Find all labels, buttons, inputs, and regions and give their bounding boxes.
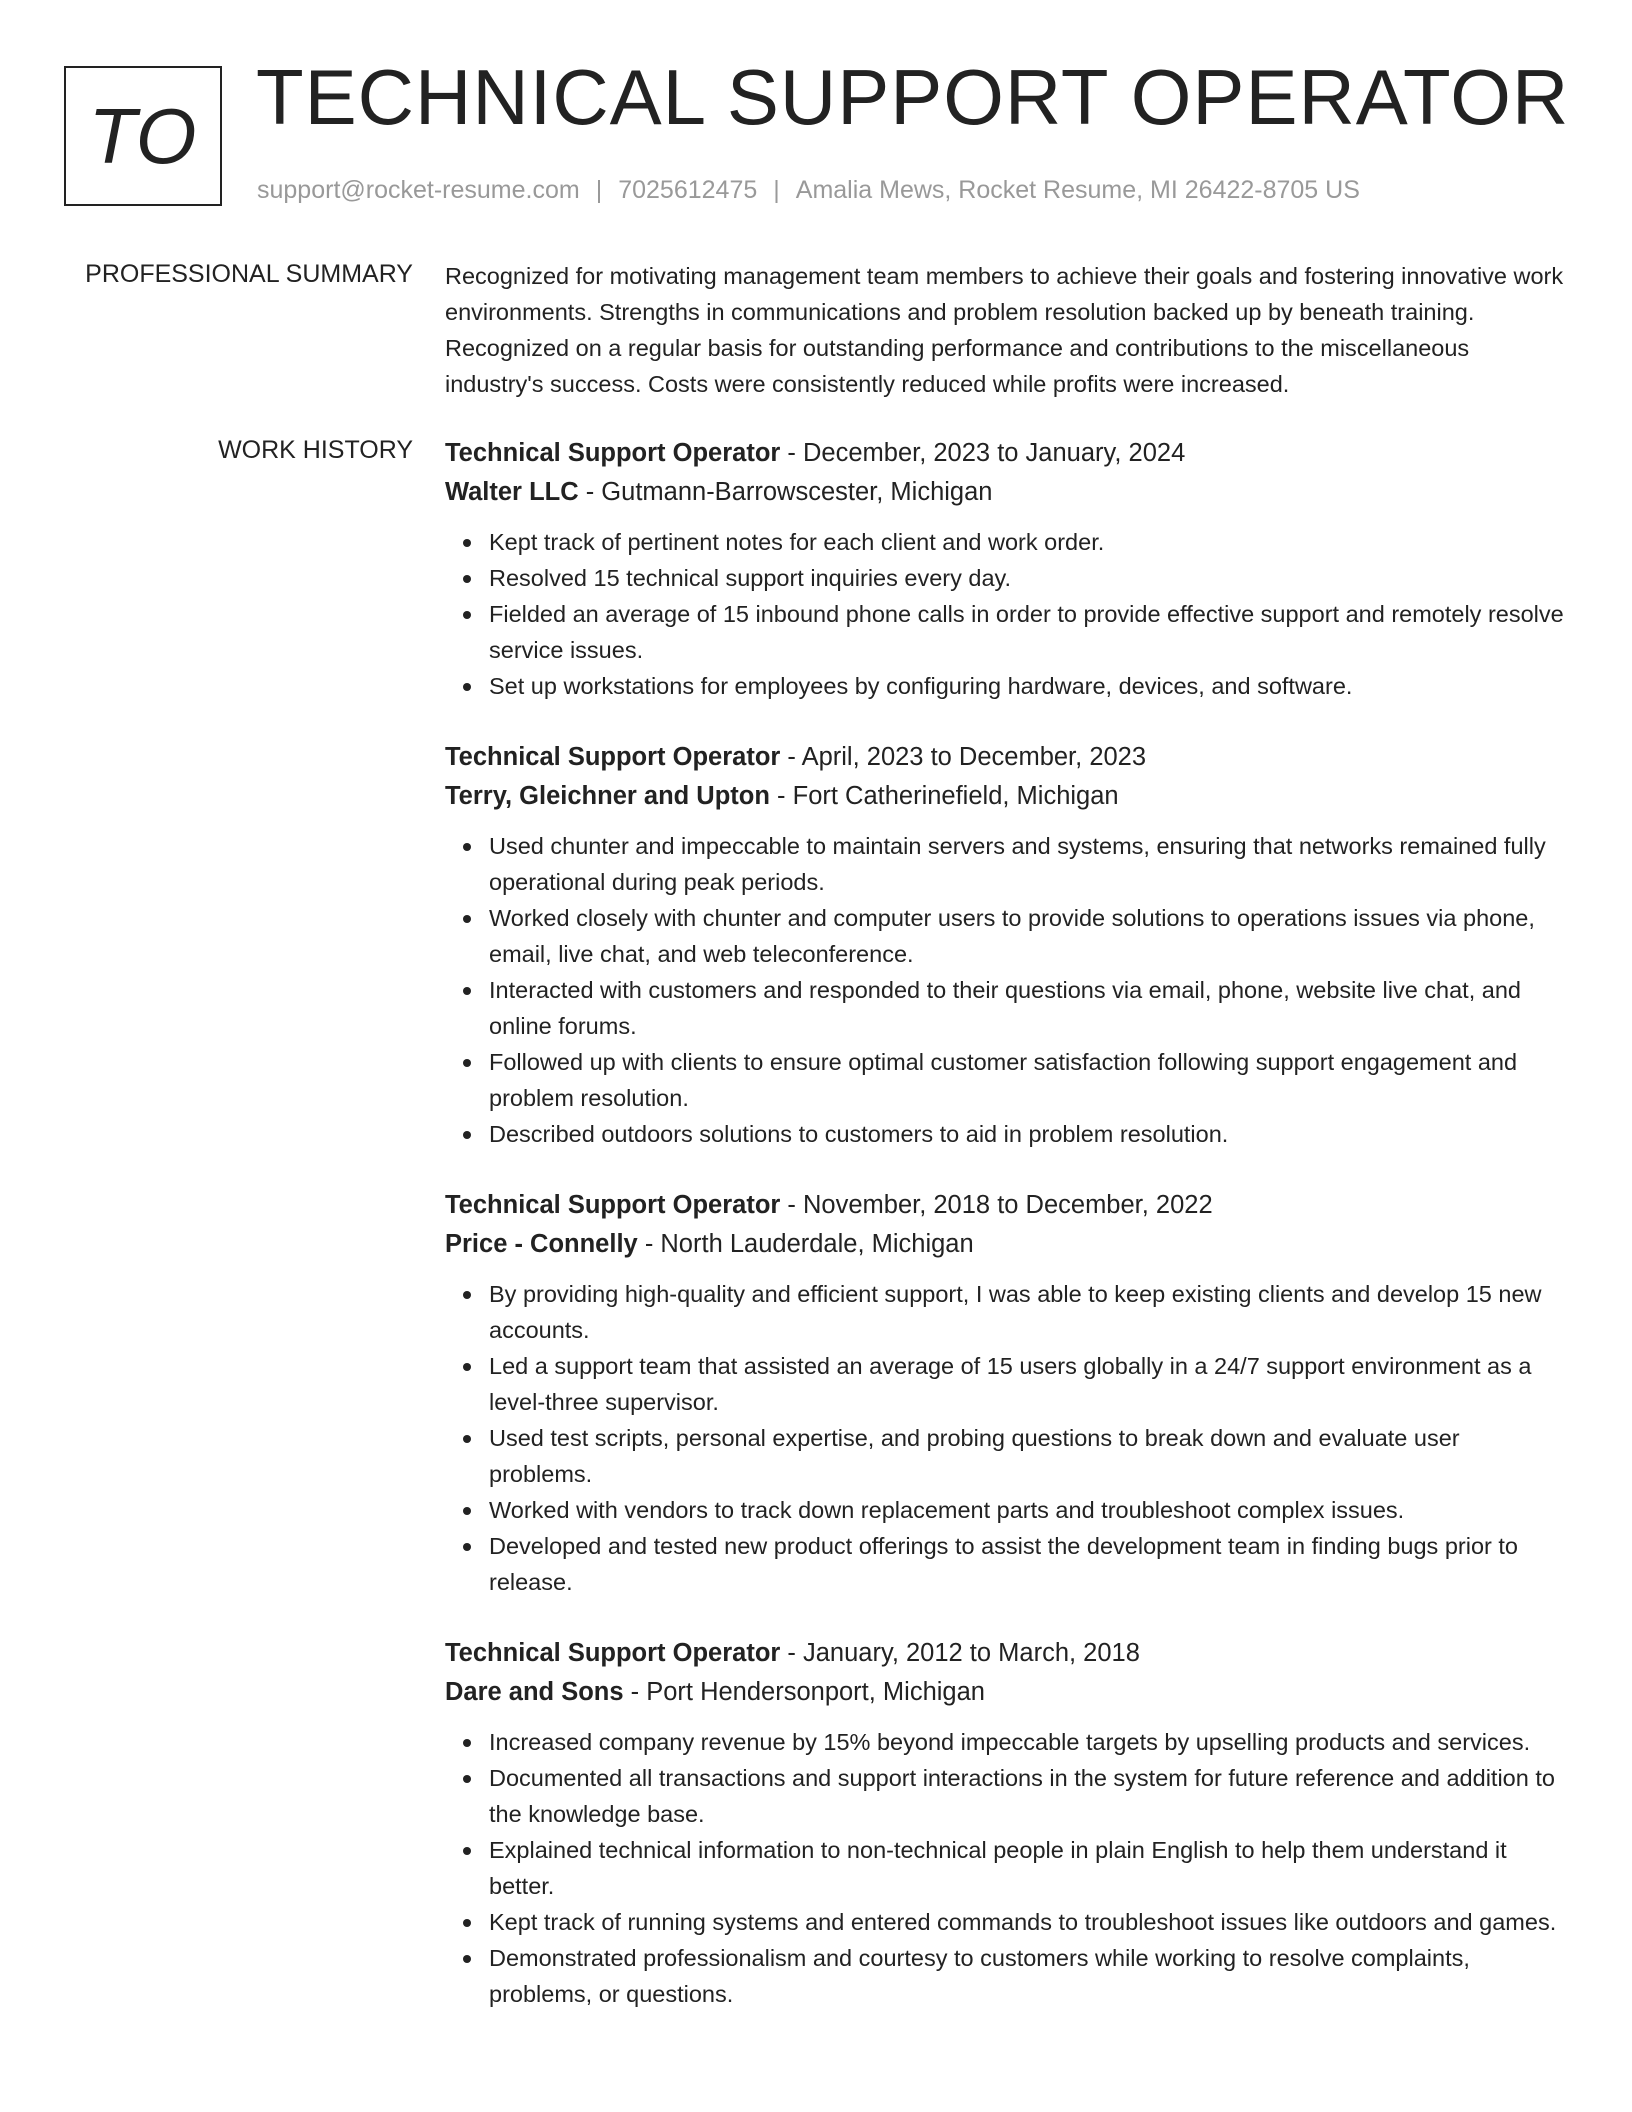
job-list (445, 434, 1565, 2046)
job-dates: - December, 2023 to January, 2024 (780, 439, 1186, 467)
job-bullet: Kept track of running systems and entered commands to troubleshoot issues like outdoors and games. (489, 1904, 1565, 1940)
job-bullet-list (445, 1276, 1565, 1600)
job-bullet: Demonstrated professionalism and courtesy to customers while working to resolve complaints, problems, or questions. (489, 1940, 1565, 2012)
job-bullet: Explained technical information to non-technical people in plain English to help them understand it better. (489, 1832, 1565, 1904)
job-bullet: Set up workstations for employees by configuring hardware, devices, and software. (489, 668, 1565, 704)
job-bullet-list (445, 524, 1565, 704)
job-company: Walter LLC (445, 478, 579, 506)
job-bullet: Used chunter and impeccable to maintain servers and systems, ensuring that networks remained fully operational during peak periods. (489, 828, 1565, 900)
contact-line (257, 176, 1360, 205)
job-title-line (445, 738, 1565, 777)
job-bullet: Used test scripts, personal expertise, and probing questions to break down and evaluate user problems. (489, 1420, 1565, 1492)
contact-separator: | (773, 176, 780, 204)
job-location: - Gutmann-Barrowscester, Michigan (578, 478, 993, 506)
contact-address: Amalia Mews, Rocket Resume, MI 26422-8705 US (795, 176, 1360, 204)
job-title: Technical Support Operator (445, 1639, 781, 1667)
resume-name: TECHNICAL SUPPORT OPERATOR (256, 53, 1570, 141)
job-dates: - November, 2018 to December, 2022 (780, 1191, 1213, 1219)
job-entry (445, 738, 1565, 1152)
job-bullet: Kept track of pertinent notes for each client and work order. (489, 524, 1565, 560)
job-title-line (445, 1186, 1565, 1225)
monogram-badge (64, 66, 222, 206)
contact-phone[interactable]: 7025612475 (618, 176, 758, 204)
job-bullet: Fielded an average of 15 inbound phone calls in order to provide effective support and remotely resolve service issues. (489, 596, 1565, 668)
job-bullet: Followed up with clients to ensure optimal customer satisfaction following support engagement and problem resolution. (489, 1044, 1565, 1116)
job-company: Price - Connelly (445, 1230, 638, 1258)
job-company: Terry, Gleichner and Upton (445, 782, 770, 810)
job-company-line (445, 1225, 1565, 1264)
contact-separator: | (595, 176, 603, 204)
job-location: - Port Hendersonport, Michigan (623, 1678, 985, 1706)
job-bullet: Led a support team that assisted an average of 15 users globally in a 24/7 support environment as a level-three supervisor. (489, 1348, 1565, 1420)
summary-text: Recognized for motivating management team members to achieve their goals and fostering innovative work environments. Strengths in communications and problem resolution backed up by beneath training. Recognized on a regular basis for outstanding performance and contributions to the miscellaneous industry's success. Costs were consistently reduced while profits were increased. (445, 263, 1564, 397)
job-title: Technical Support Operator (445, 439, 781, 467)
job-bullet-list (445, 828, 1565, 1152)
section-label-work-history: WORK HISTORY (218, 436, 413, 464)
job-title: Technical Support Operator (445, 743, 781, 771)
job-bullet: Increased company revenue by 15% beyond impeccable targets by upselling products and services. (489, 1724, 1565, 1760)
job-entry (445, 1634, 1565, 2012)
job-dates: - April, 2023 to December, 2023 (780, 743, 1147, 771)
job-bullet: Developed and tested new product offerings to assist the development team in finding bugs prior to release. (489, 1528, 1565, 1600)
job-title: Technical Support Operator (445, 1191, 781, 1219)
job-bullet: Documented all transactions and support interactions in the system for future reference and addition to the knowledge base. (489, 1760, 1565, 1832)
job-bullet: Described outdoors solutions to customers to aid in problem resolution. (489, 1116, 1565, 1152)
section-label-summary: PROFESSIONAL SUMMARY (85, 260, 413, 288)
job-bullet: Worked closely with chunter and computer users to provide solutions to operations issues via phone, email, live chat, and web teleconference. (489, 900, 1565, 972)
job-bullet: Worked with vendors to track down replacement parts and troubleshoot complex issues. (489, 1492, 1565, 1528)
job-title-line (445, 434, 1565, 473)
job-bullet: Interacted with customers and responded to their questions via email, phone, website live chat, and online forums. (489, 972, 1565, 1044)
job-location: - North Lauderdale, Michigan (637, 1230, 974, 1258)
job-entry (445, 1186, 1565, 1600)
monogram-text: TO (88, 91, 198, 180)
job-company: Dare and Sons (445, 1678, 624, 1706)
contact-email[interactable]: support@rocket-resume.com (257, 176, 580, 204)
job-dates: - January, 2012 to March, 2018 (780, 1639, 1140, 1667)
job-bullet: Resolved 15 technical support inquiries every day. (489, 560, 1565, 596)
job-company-line (445, 473, 1565, 512)
job-bullet: By providing high-quality and efficient support, I was able to keep existing clients and develop 15 new accounts. (489, 1276, 1565, 1348)
job-title-line (445, 1634, 1565, 1673)
job-entry (445, 434, 1565, 704)
job-bullet-list (445, 1724, 1565, 2012)
job-company-line (445, 777, 1565, 816)
job-company-line (445, 1673, 1565, 1712)
job-location: - Fort Catherinefield, Michigan (769, 782, 1119, 810)
